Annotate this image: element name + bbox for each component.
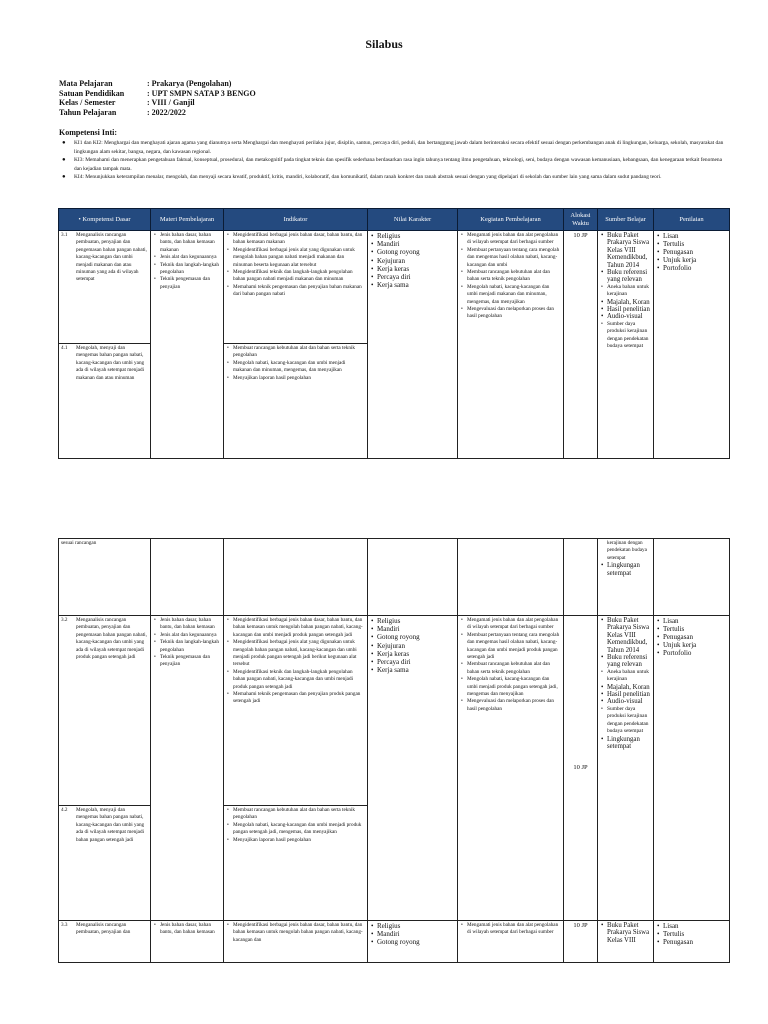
- alokasi-cell: 10 JP: [564, 921, 598, 963]
- bullet-icon: ●: [62, 174, 66, 181]
- list-item: • Membuat rancangan kebutuhan alat dan bahan serta teknik pengolahan: [226, 807, 365, 822]
- list-item: • Kejujuran: [370, 642, 455, 650]
- meta-row: [59, 98, 256, 108]
- list-item: • Lingkungan setempat: [600, 736, 651, 751]
- materi-cell: [151, 616, 224, 921]
- meta-value: : VIII / Ganjil: [147, 98, 195, 108]
- table-row: [59, 921, 730, 963]
- list-item: • Mandiri: [370, 240, 455, 248]
- list-item: • Penugasan: [656, 248, 727, 256]
- list-item: • Majalah, Koran: [600, 299, 651, 306]
- sumber-cell: [598, 539, 654, 616]
- list-item: • Mengolah nabati, kacang-kacangan dan umbi menjadi produk pangan setengah jadi, mengemas dan menyajikan: [460, 676, 561, 698]
- table-row: [59, 231, 730, 344]
- list-item: • Mengidentifikasi berbagai jenis bahan dasar, bahan bantu, dan bahan kemasan untuk mengolah bahan pangan nabati, kacang-kacangan dan: [226, 922, 365, 944]
- kegiatan-list: [460, 922, 561, 937]
- list-item: • Penugasan: [656, 938, 727, 946]
- list-item: • Religius: [370, 617, 455, 625]
- list-item: • Gotong royong: [370, 633, 455, 641]
- list-item: • Membuat pertanyaan tentang cara mengolah dan mengemas hasil olahan nabati, kacang-kacangan dan umbi menjadi produk pangan setengah jadi: [460, 632, 561, 662]
- kd-text: Menganalisis rancangan pembuatan, penyajian dan pengemasan bahan pangan nabati, kacang-kacangan dan umbi yang ada di wilayah setempat menjadi produk pangan setengah jadi: [76, 617, 147, 661]
- materi-cell: [151, 921, 224, 963]
- kd-cell: [59, 921, 151, 963]
- list-item: • Mengevaluasi dan melaporkan proses dan hasil pengolahan: [460, 306, 561, 321]
- list-item: • Lisan: [656, 232, 727, 240]
- kegiatan-list: [460, 232, 561, 321]
- list-item: • Sumber daya produksi kerajinan dengan pendekatan budaya setempat: [600, 706, 651, 736]
- list-item: • Tertulis: [656, 240, 727, 248]
- penilaian-list: [656, 232, 727, 272]
- list-item: • Mengamati jenis bahan dan alat pengolahan di wilayah setempat dari berbagai sumber: [460, 232, 561, 247]
- list-item: • Buku Paket Prakarya Siswa Kelas VIII: [600, 922, 651, 944]
- kegiatan-cell: [458, 921, 564, 963]
- penilaian-cell: [654, 231, 730, 459]
- list-item: • Unjuk kerja: [656, 256, 727, 264]
- kegiatan-cell: [458, 539, 564, 616]
- meta-row: [59, 108, 256, 118]
- nilai-cell: [368, 921, 458, 963]
- list-item: • Jenis bahan dasar, bahan bantu, dan bahan kemasan makanan: [153, 232, 221, 254]
- kd-text: Kompetensi Dasar: [82, 215, 131, 223]
- indikator-cell: [224, 539, 368, 616]
- header-penilaian: Penilaian: [654, 209, 730, 231]
- list-item: • Audio-visual: [600, 698, 651, 705]
- nilai-cell: [368, 616, 458, 921]
- list-item: • Unjuk kerja: [656, 641, 727, 649]
- sumber-cell: [598, 616, 654, 921]
- kegiatan-cell: [458, 616, 564, 921]
- bullet-icon: ●: [62, 157, 66, 164]
- identity-block: [59, 79, 256, 117]
- header-sumber: Sumber Belajar: [598, 209, 654, 231]
- sumber-list: [600, 232, 651, 351]
- list-item: • Mengamati jenis bahan dan alat pengolahan di wilayah setempat dari berbagai sumber: [460, 922, 561, 937]
- header-indikator: Indikator: [224, 209, 368, 231]
- meta-label: Kelas / Semester: [59, 98, 116, 108]
- list-item: • Mengamati jenis bahan dan alat pengolahan di wilayah setempat dari berbagai sumber: [460, 617, 561, 632]
- nilai-list: [370, 617, 455, 674]
- list-item: • Kerja sama: [370, 666, 455, 674]
- list-item: • Mandiri: [370, 625, 455, 633]
- meta-value: : Prakarya (Pengolahan): [147, 79, 232, 88]
- syllabus-table-2: [58, 538, 730, 963]
- list-item: • Buku Paket Prakarya Siswa Kelas VIII Kemendikbud, Tahun 2014: [600, 617, 651, 654]
- sumber-cell: [598, 231, 654, 459]
- list-item: • Memahami teknik pengemasan dan penyajian produk pangan setengah jadi: [226, 691, 365, 706]
- list-item: • Mengolah nabati, kacang-kacangan dan umbi menjadi makanan dan minuman, mengemas, dan menyajikan: [226, 360, 365, 375]
- header-materi: Materi Pembelajaran: [151, 209, 224, 231]
- list-item: • Buku referensi yang relevan: [600, 269, 651, 284]
- list-item: • Mengidentifikasi teknik dan langkah-langkah pengolahan bahan pangan nabati, kacang-kacangan dan umbi menjadi produk pangan setengah jadi: [226, 669, 365, 691]
- list-item: • Lingkungan setempat: [600, 562, 651, 577]
- list-item: • Tertulis: [656, 625, 727, 633]
- list-item: • Mengidentifikasi berbagai jenis bahan dasar, bahan bantu, dan bahan kemasan untuk mengolah bahan pangan nabati, kacang-kacangan dan umbi menjadi produk pangan setengah jadi: [226, 617, 365, 639]
- sumber-list: [600, 922, 651, 944]
- indikator-list: [226, 807, 365, 844]
- list-item: • Membuat rancangan kebutuhan alat dan bahan serta teknik pengolahan: [226, 345, 365, 360]
- list-item: • Hasil penelitian: [600, 306, 651, 313]
- kd-cell: [59, 344, 151, 459]
- header-alokasi: Alokasi Waktu: [564, 209, 598, 231]
- list-item: • Religius: [370, 232, 455, 240]
- list-item: • Kerja keras: [370, 265, 455, 273]
- nilai-list: [370, 922, 455, 947]
- sumber-list: [600, 617, 651, 750]
- indikator-list: [226, 922, 365, 944]
- kd-text: Menganalisis rancangan pembuatan, penyajian dan: [76, 922, 131, 936]
- indikator-cell: [224, 921, 368, 963]
- penilaian-cell: [654, 539, 730, 616]
- kd-number: 4.1: [61, 345, 68, 351]
- meta-row: [59, 89, 256, 99]
- list-item: • Jenis alat dan kegunaannya: [153, 632, 221, 639]
- list-item: • Mengidentifikasi teknik dan langkah-langkah pengolahan bahan pangan nabati menjadi makanan dan minuman: [226, 269, 365, 284]
- kd-cell: [59, 231, 151, 344]
- alokasi-cell: 10 JP: [564, 231, 598, 459]
- kd-text: Mengolah, menyaji dan mengemas bahan pangan nabati, kacang-kacangan dan umbi yang ada di wilayah setempat menjadi makanan dan atau minuman: [76, 345, 145, 381]
- list-item: • Memahami teknik pengemasan dan penyajian bahan makanan dari bahan pangan nabati: [226, 284, 365, 299]
- list-item: • Mandiri: [370, 930, 455, 938]
- penilaian-list: [656, 922, 727, 946]
- list-item: • Jenis bahan dasar, bahan bantu, dan bahan kemasan: [153, 922, 221, 937]
- ki-item: [59, 139, 731, 156]
- list-item: • Percaya diri: [370, 273, 455, 281]
- materi-cell: [151, 539, 224, 616]
- indikator-cell: [224, 616, 368, 806]
- kd-cell: [59, 616, 151, 806]
- kd-number: 3.3: [61, 922, 68, 928]
- kegiatan-cell: [458, 231, 564, 459]
- header-kegiatan: Kegiatan Pembelajaran: [458, 209, 564, 231]
- list-item: • Menyajikan laporan hasil pengolahan: [226, 837, 365, 844]
- materi-list: [153, 232, 221, 291]
- syllabus-table-1: [58, 208, 730, 459]
- list-item: • Kerja keras: [370, 650, 455, 658]
- penilaian-list: [656, 617, 727, 657]
- header-row: [59, 209, 730, 231]
- list-item: • Jenis bahan dasar, bahan bantu, dan bahan kemasan: [153, 617, 221, 632]
- ki-item: [59, 173, 731, 182]
- list-item: • Menyajikan laporan hasil pengolahan: [226, 375, 365, 382]
- list-item: • Religius: [370, 922, 455, 930]
- indikator-cell: [224, 231, 368, 344]
- kd-text: Menganalisis rancangan pembuatan, penyajian dan pengemasan bahan pangan nabati, kacang-kacangan dan umbi menjadi makanan dan atau minuman yang ada di wilayah setempat: [76, 232, 147, 283]
- list-item: • Kerja sama: [370, 281, 455, 289]
- kegiatan-list: [460, 617, 561, 713]
- indikator-list: [226, 617, 365, 706]
- list-item: • Teknik pengemasan dan penyajian: [153, 654, 221, 669]
- sumber-list: [600, 562, 651, 577]
- list-item: • Lisan: [656, 922, 727, 930]
- nilai-list: [370, 232, 455, 289]
- list-item: • Hasil penelitian: [600, 691, 651, 698]
- nilai-cell: [368, 539, 458, 616]
- list-item: • Mengolah nabati, kacang-kacangan dan umbi menjadi makanan dan minuman, mengemas, dan menyajikan: [460, 284, 561, 306]
- kd-number: 3.1: [61, 232, 68, 238]
- list-item: • Aneka bahan untuk kerajinan: [600, 284, 651, 299]
- list-item: • Audio-visual: [600, 313, 651, 320]
- meta-row: [59, 79, 256, 89]
- list-item: • Mengidentifikasi berbagai jenis alat yang digunakan untuk mengolah bahan pangan nabati, kacang-kacangan dan umbi menjadi produk pangan setengah jadi berikut kegunaan alat tersebut: [226, 639, 365, 669]
- list-item: • Sumber daya produksi kerajinan dengan pendekatan budaya setempat: [600, 321, 651, 351]
- meta-label: Mata Pelajaran: [59, 79, 113, 88]
- list-item: • Gotong royong: [370, 248, 455, 256]
- indikator-cell: [224, 344, 368, 459]
- ki-text: KI3: Memahami dan menerapkan pengetahuan faktual, konseptual, prosedural, dan metakognitif pada tingkat teknis dan spesifik sederhana berdasarkan rasa ingin tahunya tentang ilmu pengetahuan, teknologi, seni, budaya dengan wawasan kemanusiaan, kebangsaan, dan kenegaraan terkait fenomena dan kejadian tampak mata.: [74, 157, 722, 172]
- list-item: • Percaya diri: [370, 658, 455, 666]
- header-nilai: Nilai Karakter: [368, 209, 458, 231]
- ki-heading: Kompetensi Inti:: [59, 128, 117, 137]
- list-item: • Portofolio: [656, 649, 727, 657]
- sumber-cell: [598, 921, 654, 963]
- list-item: • Majalah, Koran: [600, 684, 651, 691]
- table-row: [59, 616, 730, 806]
- ki-text: KI4: Menunjukkan keterampilan menalar, mengolah, dan menyaji secara kreatif, produktif, kritis, mandiri, kolaboratif, dan komunikatif, dalam ranah konkret dan ranah abstrak sesuai dengan yang dipelajari di sekolah dan sumber lain yang sama dalam sudut pandang teori.: [74, 174, 662, 181]
- indikator-list: [226, 345, 365, 382]
- list-item: • Teknik dan langkah-langkah pengolahan: [153, 262, 221, 277]
- ki-item: [59, 156, 731, 173]
- materi-cell: [151, 231, 224, 459]
- document-title: Silabus: [365, 37, 403, 51]
- nilai-cell: [368, 231, 458, 459]
- indikator-cell: [224, 806, 368, 921]
- kd-cell: sesuai rancangan: [59, 539, 151, 616]
- kd-number: 4.2: [61, 807, 68, 813]
- meta-value: : 2022/2022: [147, 107, 186, 117]
- alokasi-cell: 10 JP: [564, 616, 598, 921]
- kd-cell: [59, 806, 151, 921]
- kd-number: 3.2: [61, 617, 68, 623]
- list-item: • Tertulis: [656, 930, 727, 938]
- bullet-icon: ●: [62, 140, 66, 146]
- list-item: • Lisan: [656, 617, 727, 625]
- materi-list: [153, 922, 221, 937]
- header-kd: • Kompetensi Dasar: [59, 209, 151, 231]
- list-item: • Mengidentifikasi berbagai jenis bahan dasar, bahan bantu, dan bahan kemasan makanan: [226, 232, 365, 247]
- list-item: • Jenis alat dan kegunaannya: [153, 254, 221, 261]
- list-item: • Teknik dan langkah-langkah pengolahan: [153, 639, 221, 654]
- sumber-continued: kerajinan dengan pendekatan budaya setempat: [607, 540, 647, 561]
- kd-text: Mengolah, menyaji dan mengemas bahan pangan nabati, kacang-kacangan dan umbi yang ada di wilayah setempat menjadi bahan pangan setengah jadi: [76, 807, 145, 843]
- list-item: • Mengidentifikasi berbagai jenis alat yang digunakan untuk mengolah bahan pangan nabati menjadi makanan dan minuman beserta kegunaan alat tersebut: [226, 247, 365, 269]
- list-item: • Kejujuran: [370, 257, 455, 265]
- penilaian-cell: [654, 616, 730, 921]
- ki-list: [59, 139, 731, 182]
- list-item: • Mengevaluasi dan melaporkan proses dan hasil pengolahan: [460, 698, 561, 713]
- ki-text: KI1 dan KI2: Menghargai dan menghayati ajaran agama yang dianutnya serta Menghargai dan menghayati perilaku jujur, disiplin, santun, percaya diri, peduli, dan bertanggung jawab dalam berinteraksi secara efektif sesuai dengan perkembangan anak di lingkungan, keluarga, sekolah, masyarakat dan lingkungan alam sekitar, bangsa, negara, dan kawasan regional.: [74, 140, 724, 155]
- list-item: • Buku referensi yang relevan: [600, 654, 651, 669]
- meta-label: Tahun Pelajaran: [59, 107, 117, 117]
- indikator-list: [226, 232, 365, 299]
- materi-list: [153, 617, 221, 669]
- meta-value: : UPT SMPN SATAP 3 BENGO: [147, 88, 256, 98]
- meta-label: Satuan Pendidikan: [59, 88, 125, 98]
- table-row: [59, 539, 730, 616]
- list-item: • Gotong royong: [370, 938, 455, 946]
- list-item: • Aneka bahan untuk kerajinan: [600, 669, 651, 684]
- list-item: • Buku Paket Prakarya Siswa Kelas VIII Kemendikbud, Tahun 2014: [600, 232, 651, 269]
- list-item: • Membuat rancangan kebutuhan alat dan bahan serta teknik pengolahan: [460, 661, 561, 676]
- list-item: • Portofolio: [656, 264, 727, 272]
- list-item: • Membuat rancangan kebutuhan alat dan bahan serta teknik pengolahan: [460, 269, 561, 284]
- alokasi-cell: [564, 539, 598, 616]
- list-item: • Mengolah nabati, kacang-kacangan dan umbi menjadi produk pangan setengah jadi, mengemas, dan menyajikan: [226, 822, 365, 837]
- list-item: • Teknik pengemasan dan penyajian: [153, 276, 221, 291]
- list-item: • Membuat pertanyaan tentang cara mengolah dan mengemas hasil olahan nabati, kacang-kacangan dan umbi: [460, 247, 561, 269]
- list-item: • Penugasan: [656, 633, 727, 641]
- penilaian-cell: [654, 921, 730, 963]
